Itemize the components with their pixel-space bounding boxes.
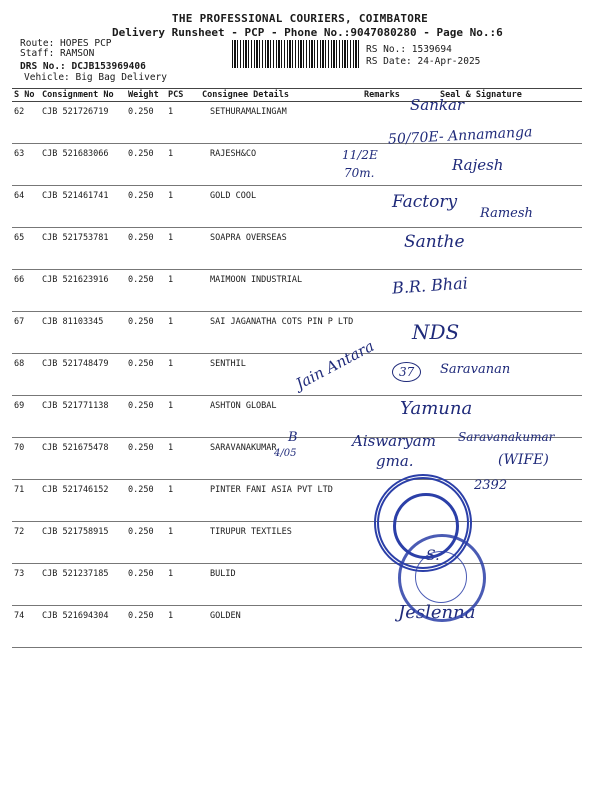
row-weight: 0.250 xyxy=(126,606,166,648)
row-consignment-no: CJB 521748479 xyxy=(40,354,126,396)
row-pcs: 1 xyxy=(166,396,200,438)
signature-67: NDS xyxy=(412,320,460,344)
row-pcs: 1 xyxy=(166,228,200,270)
table-row xyxy=(12,312,582,354)
table-row xyxy=(12,564,582,606)
row-weight: 0.250 xyxy=(126,480,166,522)
company-name: THE PROFESSIONAL COURIERS, COIMBATORE xyxy=(171,12,429,25)
row-sno: 64 xyxy=(12,186,40,228)
row-consignee: RAJESH&CO xyxy=(200,144,362,186)
signature-70-wife: (WIFE) xyxy=(498,452,549,468)
col-remarks: Remarks xyxy=(362,89,422,102)
row-pcs: 1 xyxy=(166,522,200,564)
row-pcs: 1 xyxy=(166,564,200,606)
row-consignee: MAIMOON INDUSTRIAL xyxy=(200,270,362,312)
col-sno: S No xyxy=(12,89,40,102)
row-pcs: 1 xyxy=(166,480,200,522)
row-pcs: 1 xyxy=(166,606,200,648)
row-sno: 74 xyxy=(12,606,40,648)
row-consignment-no: CJB 521758915 xyxy=(40,522,126,564)
row-pcs: 1 xyxy=(166,438,200,480)
signature-68-number: 37 xyxy=(392,362,421,382)
remark-68: Jain Antara xyxy=(292,336,377,394)
row-sno: 63 xyxy=(12,144,40,186)
table-header xyxy=(12,89,582,102)
signature-70-sign: Saravanakumar xyxy=(458,430,555,444)
signature-63: Rajesh xyxy=(452,156,504,174)
row-consignment-no: CJB 521623916 xyxy=(40,270,126,312)
signature-71: 2392 xyxy=(474,478,508,493)
remark-70: B xyxy=(288,430,298,445)
row-sno: 67 xyxy=(12,312,40,354)
signature-64-line1: Factory xyxy=(392,192,458,212)
row-weight: 0.250 xyxy=(126,186,166,228)
signature-69: Yamuna xyxy=(400,398,473,419)
row-consignee: GOLDEN xyxy=(200,606,362,648)
row-consignment-no: CJB 521694304 xyxy=(40,606,126,648)
row-weight: 0.250 xyxy=(126,438,166,480)
signature-64-line2: Ramesh xyxy=(480,206,533,221)
signature-62-name: Sankar xyxy=(410,96,465,114)
row-consignee: SARAVANAKUMAR xyxy=(200,438,362,480)
row-consignment-no: CJB 521746152 xyxy=(40,480,126,522)
row-consignee: TIRUPUR TEXTILES xyxy=(200,522,362,564)
row-weight: 0.250 xyxy=(126,102,166,144)
row-pcs: 1 xyxy=(166,102,200,144)
col-consignment: Consignment No xyxy=(40,89,126,102)
row-sno: 62 xyxy=(12,102,40,144)
row-weight: 0.250 xyxy=(126,354,166,396)
row-pcs: 1 xyxy=(166,144,200,186)
row-weight: 0.250 xyxy=(126,270,166,312)
signature-62-address: 50/70E- Annamanga xyxy=(387,124,533,148)
row-pcs: 1 xyxy=(166,354,200,396)
signature-70-gma: gma. xyxy=(376,452,414,470)
row-consignee: SETHURAMALINGAM xyxy=(200,102,362,144)
row-sno: 71 xyxy=(12,480,40,522)
row-consignment-no: CJB 521726719 xyxy=(40,102,126,144)
rs-date: RS Date: 24-Apr-2025 xyxy=(366,56,481,67)
drs-number: DRS No.: DCJB153969406 xyxy=(20,61,146,72)
row-pcs: 1 xyxy=(166,312,200,354)
vehicle-label: Vehicle: Big Bag Delivery xyxy=(24,72,167,83)
rs-number: RS No.: 1539694 xyxy=(366,44,452,55)
remark-70-date: 4/05 xyxy=(274,448,297,459)
remark-63-line1: 11/2E xyxy=(342,148,378,162)
row-consignee: GOLD COOL xyxy=(200,186,362,228)
row-consignment-no: CJB 521771138 xyxy=(40,396,126,438)
row-sno: 68 xyxy=(12,354,40,396)
runsheet-title: Delivery Runsheet - PCP - Phone No.:9047080280 - Page No.:6 xyxy=(112,26,503,39)
row-pcs: 1 xyxy=(166,186,200,228)
signature-73: S. xyxy=(426,548,440,564)
row-consignment-no: CJB 521237185 xyxy=(40,564,126,606)
company-stamp-round-2 xyxy=(398,534,486,622)
col-weight: Weight xyxy=(126,89,166,102)
row-consignee: BULID xyxy=(200,564,362,606)
row-consignee: SAI JAGANATHA COTS PIN P LTD xyxy=(200,312,362,354)
row-consignment-no: CJB 521461741 xyxy=(40,186,126,228)
staff-label: Staff: RAMSON xyxy=(20,48,95,59)
remark-63-line2: 70m. xyxy=(344,166,375,180)
row-sno: 70 xyxy=(12,438,40,480)
route-label: Route: HOPES PCP xyxy=(20,38,112,49)
row-consignee: SOAPRA OVERSEAS xyxy=(200,228,362,270)
col-pcs: PCS xyxy=(166,89,200,102)
row-consignee: ASHTON GLOBAL xyxy=(200,396,362,438)
row-consignment-no: CJB 521683066 xyxy=(40,144,126,186)
row-consignment-no: CJB 521753781 xyxy=(40,228,126,270)
signature-74: Jeslenna xyxy=(398,602,476,623)
row-sno: 66 xyxy=(12,270,40,312)
row-weight: 0.250 xyxy=(126,144,166,186)
signature-70-name: Aiswaryam xyxy=(352,432,436,450)
row-sno: 69 xyxy=(12,396,40,438)
row-consignee: PINTER FANI ASIA PVT LTD xyxy=(200,480,362,522)
row-consignment-no: CJB 521675478 xyxy=(40,438,126,480)
row-weight: 0.250 xyxy=(126,396,166,438)
table-row xyxy=(12,270,582,312)
row-pcs: 1 xyxy=(166,270,200,312)
table-row xyxy=(12,606,582,648)
table-row xyxy=(12,522,582,564)
row-weight: 0.250 xyxy=(126,564,166,606)
row-consignment-no: CJB 81103345 xyxy=(40,312,126,354)
row-consignee: SENTHIL xyxy=(200,354,362,396)
signature-68: Saravanan xyxy=(440,362,511,377)
row-sno: 65 xyxy=(12,228,40,270)
row-weight: 0.250 xyxy=(126,228,166,270)
col-signature: Seal & Signature xyxy=(422,89,582,102)
table-row xyxy=(12,228,582,270)
signature-66: B.R. Bhai xyxy=(391,273,469,298)
signature-65: Santhe xyxy=(404,232,465,252)
row-weight: 0.250 xyxy=(126,312,166,354)
barcode xyxy=(232,40,360,68)
col-consignee: Consignee Details xyxy=(200,89,362,102)
row-sno: 73 xyxy=(12,564,40,606)
row-weight: 0.250 xyxy=(126,522,166,564)
row-sno: 72 xyxy=(12,522,40,564)
